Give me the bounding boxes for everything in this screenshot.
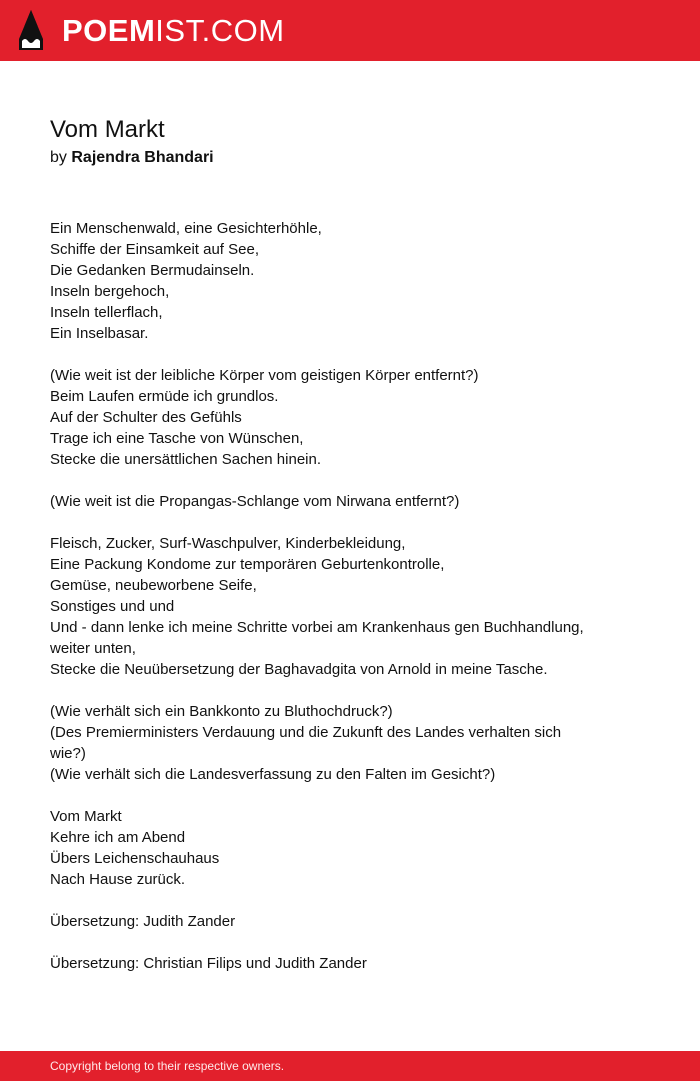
stanza-break bbox=[50, 470, 650, 491]
poem-line: Und - dann lenke ich meine Schritte vorbei am Krankenhaus gen Buchhandlung, bbox=[50, 619, 584, 636]
poem-line: Stecke die Neuübersetzung der Baghavadgita von Arnold in meine Tasche. bbox=[50, 661, 548, 678]
stanza-break bbox=[50, 512, 650, 533]
poem-line: Sonstiges und und bbox=[50, 598, 175, 615]
poem-line: Inseln bergehoch, bbox=[50, 283, 170, 300]
site-footer bbox=[0, 1051, 700, 1081]
poem-line: Fleisch, Zucker, Surf-Waschpulver, Kinderbekleidung, bbox=[50, 535, 406, 552]
poem-line: (Wie verhält sich die Landesverfassung zu den Falten im Gesicht?) bbox=[50, 766, 496, 783]
byline bbox=[50, 146, 650, 170]
poem-line: Nach Hause zurück. bbox=[50, 871, 186, 888]
poem-line: weiter unten, bbox=[50, 640, 136, 657]
poem-line: Stecke die unersättlichen Sachen hinein. bbox=[50, 451, 322, 468]
poem-line: wie?) bbox=[50, 745, 86, 762]
brand-bold-text: POEM bbox=[62, 13, 156, 48]
poem-line: Kehre ich am Abend bbox=[50, 829, 186, 846]
poem-line: Übersetzung: Judith Zander bbox=[50, 913, 236, 930]
poem-line: Trage ich eine Tasche von Wünschen, bbox=[50, 430, 304, 447]
poem-line: Beim Laufen ermüde ich grundlos. bbox=[50, 388, 279, 405]
stanza-break bbox=[50, 680, 650, 701]
poem-line: Gemüse, neubeworbene Seife, bbox=[50, 577, 257, 594]
poem-body bbox=[50, 218, 650, 974]
poem-line: Schiffe der Einsamkeit auf See, bbox=[50, 241, 260, 258]
poem-line: Ein Menschenwald, eine Gesichterhöhle, bbox=[50, 220, 322, 237]
poem-line: (Des Premierministers Verdauung und die Zukunft des Landes verhalten sich bbox=[50, 724, 562, 741]
copyright-text: Copyright belong to their respective owners. bbox=[50, 1059, 285, 1073]
poem-line: (Wie verhält sich ein Bankkonto zu Bluthochdruck?) bbox=[50, 703, 393, 720]
pencil-tip-icon[interactable] bbox=[18, 9, 44, 51]
site-header bbox=[0, 0, 700, 61]
poem-line: Die Gedanken Bermudainseln. bbox=[50, 262, 255, 279]
poem-line: (Wie weit ist der leibliche Körper vom geistigen Körper entfernt?) bbox=[50, 367, 479, 384]
stanza-break bbox=[50, 344, 650, 365]
site-logo-link[interactable] bbox=[62, 13, 285, 49]
poem-title: Vom Markt bbox=[50, 116, 165, 143]
by-label: by bbox=[50, 149, 67, 166]
author-name[interactable]: Rajendra Bhandari bbox=[71, 149, 214, 166]
poem-line: Übers Leichenschauhaus bbox=[50, 850, 220, 867]
poem-line: Auf der Schulter des Gefühls bbox=[50, 409, 242, 426]
poem-line: Vom Markt bbox=[50, 808, 122, 825]
poem-line: Ein Inselbasar. bbox=[50, 325, 149, 342]
poem-line: (Wie weit ist die Propangas-Schlange vom Nirwana entfernt?) bbox=[50, 493, 460, 510]
poem-line: Übersetzung: Christian Filips und Judith Zander bbox=[50, 955, 367, 972]
stanza-break bbox=[50, 932, 650, 953]
poem-line: Eine Packung Kondome zur temporären Geburtenkontrolle, bbox=[50, 556, 445, 573]
stanza-break bbox=[50, 785, 650, 806]
stanza-break bbox=[50, 890, 650, 911]
brand-light-text: IST.COM bbox=[155, 13, 285, 48]
poem-line: Inseln tellerflach, bbox=[50, 304, 163, 321]
poem-content bbox=[50, 115, 650, 974]
